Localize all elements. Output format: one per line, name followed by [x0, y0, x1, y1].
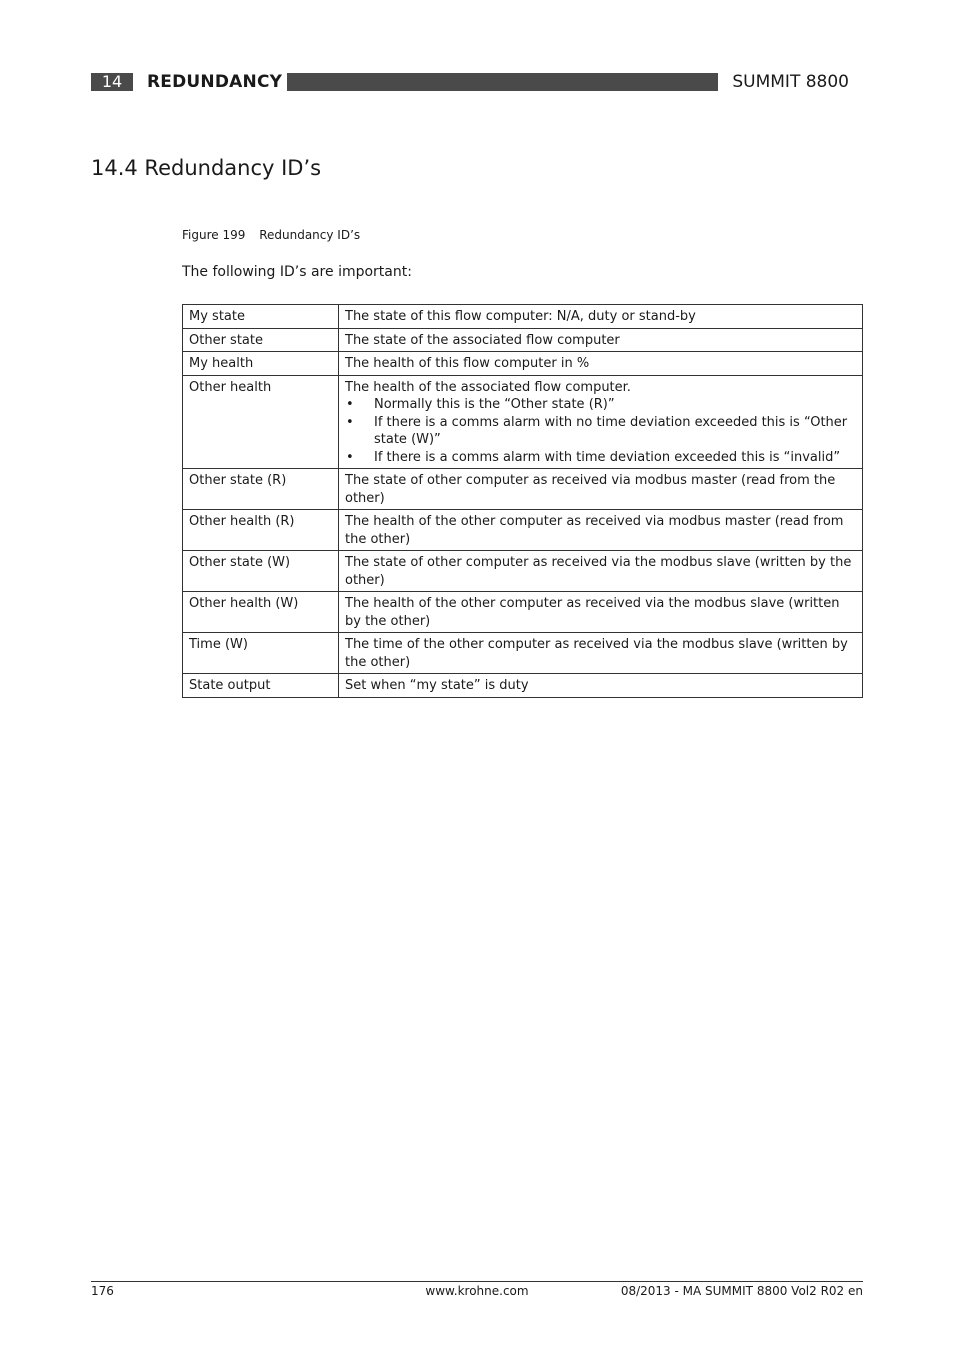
section-title: 14.4 Redundancy ID’s	[91, 156, 322, 180]
footer-divider	[91, 1281, 863, 1282]
description-cell: The state of the associated flow computer	[339, 328, 863, 352]
table-row	[183, 551, 863, 592]
page-footer	[91, 1283, 863, 1299]
id-cell: Other state (W)	[183, 551, 339, 592]
table-row	[183, 352, 863, 376]
description-cell	[339, 375, 863, 469]
id-cell: Other health (W)	[183, 592, 339, 633]
bullet-item: • Normally this is the “Other state (R)”	[345, 396, 856, 414]
description-cell: The state of other computer as received via the modbus slave (written by the other)	[339, 551, 863, 592]
figure-label: Figure 199	[182, 228, 246, 242]
id-cell: Other health	[183, 375, 339, 469]
description-cell: Set when “my state” is duty	[339, 674, 863, 698]
table-row	[183, 510, 863, 551]
id-cell: State output	[183, 674, 339, 698]
id-cell: My state	[183, 305, 339, 329]
header-bar	[287, 73, 718, 91]
id-cell: Time (W)	[183, 633, 339, 674]
id-cell: Other health (R)	[183, 510, 339, 551]
product-name: SUMMIT 8800	[732, 72, 849, 92]
document-reference: 08/2013 - MA SUMMIT 8800 Vol2 R02 en	[620, 1284, 863, 1298]
bullet-item: • If there is a comms alarm with no time deviation exceeded this is “Other state (W)”	[345, 414, 856, 449]
description-cell: The health of the other computer as received via the modbus slave (written by the other)	[339, 592, 863, 633]
description-cell: The health of the other computer as received via modbus master (read from the other)	[339, 510, 863, 551]
intro-text: The following ID’s are important:	[182, 264, 412, 280]
description-cell: The state of other computer as received via modbus master (read from the other)	[339, 469, 863, 510]
table-row	[183, 633, 863, 674]
page-number: 176	[91, 1284, 114, 1298]
description-cell: The time of the other computer as received via the modbus slave (written by the other)	[339, 633, 863, 674]
bullet-item: • If there is a comms alarm with time deviation exceeded this is “invalid”	[345, 449, 856, 467]
table-row	[183, 674, 863, 698]
table-row	[183, 375, 863, 469]
page-header	[91, 73, 863, 91]
chapter-title: REDUNDANCY	[147, 72, 283, 92]
description-text: The health of the associated flow computer.	[345, 379, 631, 395]
id-cell: Other state	[183, 328, 339, 352]
figure-caption-text: Redundancy ID’s	[259, 228, 361, 242]
id-cell: Other state (R)	[183, 469, 339, 510]
table-row	[183, 592, 863, 633]
figure-caption	[182, 227, 360, 243]
description-cell: The health of this flow computer in %	[339, 352, 863, 376]
id-cell: My health	[183, 352, 339, 376]
description-cell: The state of this flow computer: N/A, duty or stand-by	[339, 305, 863, 329]
table-row	[183, 305, 863, 329]
bullet-list	[345, 396, 856, 466]
chapter-number: 14	[91, 73, 133, 91]
website-link[interactable]: www.krohne.com	[425, 1284, 529, 1298]
redundancy-id-table	[182, 304, 863, 698]
table-row	[183, 328, 863, 352]
table-row	[183, 469, 863, 510]
